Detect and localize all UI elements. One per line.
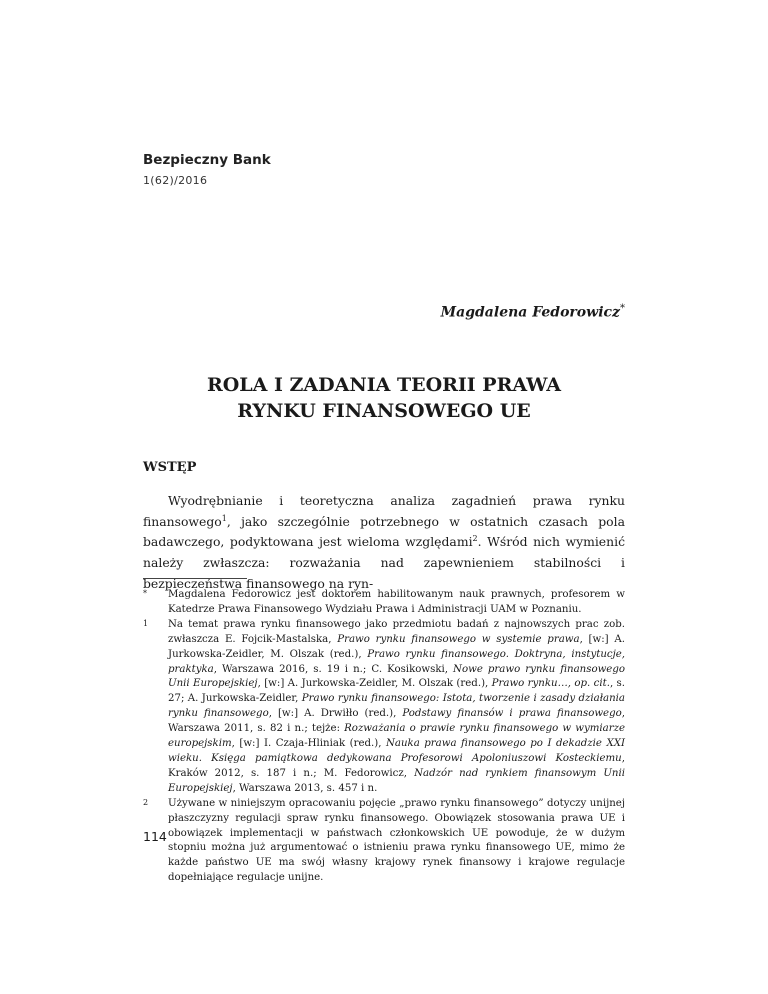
- journal-issue: 1(62)/2016: [143, 174, 208, 187]
- footnote-author: [143, 588, 625, 618]
- title-line-1: ROLA I ZADANIA TEORII PRAWA: [206, 374, 562, 396]
- cited-title: Podstawy finansów i prawa finansowego: [402, 708, 622, 720]
- section-heading: WSTĘP: [143, 460, 197, 475]
- text-run: , Warszawa 2016, s. 19 i n.; C. Kosikowski,: [213, 663, 454, 675]
- footnote-text: Używane w niniejszym opracowaniu pojęcie „prawo rynku finansowego” dotyczy unijnej płaszczyzny regulacji spraw rynku finansowego. Obowiązek stosowania prawa UE i obowiązek implementacji w państwach członkowskich UE powoduje, że w dużym stopniu można już argumentować o istnieniu prawa rynku finansowego UE, mimo że każde państwo UE ma swój własny krajowy rynek finansowy i krajowe regulacje dopełniające regulacje unijne.: [168, 797, 625, 884]
- text-run: Na temat prawa rynku finansowego jako przedmiotu badań z najnowszych prac zob. zwłaszcza E. Fojcik-Mastalska,: [168, 618, 625, 645]
- cited-title: Nadzór nad rynkiem finansowym Unii Europejskiej: [168, 767, 625, 794]
- journal-name: Bezpieczny Bank: [143, 152, 271, 168]
- cited-title: Rozważania o prawie rynku finansowego w wymiarze europejskim: [168, 723, 625, 750]
- text-run: Wyodrębnianie i teoretyczna analiza zagadnień prawa rynku finansowego: [143, 493, 625, 529]
- text-run: , [w:] A. Jurkowska-Zeidler, M. Olszak (red.),: [168, 633, 625, 660]
- cited-title: Nauka prawa finansowego po I dekadzie XXI wieku. Księga pamiątkowa dedykowana Profesorowi Apoloniuszowi Kosteckiemu: [168, 738, 625, 764]
- footnote-mark: *: [143, 589, 147, 598]
- text-run: , [w:] A. Jurkowska-Zeidler, M. Olszak (red.),: [257, 678, 492, 690]
- footnote-text: [168, 619, 625, 794]
- cited-title: Prawo rynku finansowego: Istota, tworzenie i zasady działania rynku finansowego: [168, 693, 625, 720]
- text-run: , jako szczególnie potrzebnego w ostatnich czasach pola badawczego, podyktowana jest wieloma względami: [143, 513, 625, 550]
- text-run: , [w:] I. Czaja-Hliniak (red.),: [231, 738, 386, 750]
- footnote-1: [143, 618, 625, 797]
- cited-title: Prawo rynku finansowego. Doktryna, instytucje, praktyka: [168, 648, 626, 675]
- cited-title: Prawo rynku…, op. cit.: [491, 678, 610, 690]
- footnote-2: [143, 797, 625, 886]
- cited-title: Nowe prawo rynku finansowego Unii Europejskiej: [168, 663, 625, 690]
- footnote-separator: [143, 578, 247, 579]
- text-run: , [w:] A. Drwiłło (red.),: [268, 708, 403, 720]
- text-run: , s. 27; A. Jurkowska-Zeidler,: [168, 678, 626, 705]
- footnote-text: Magdalena Fedorowicz jest doktorem habilitowanym nauk prawnych, profesorem w Katedrze Prawa Finansowego Wydziału Prawa i Administracji UAM w Poznaniu.: [168, 589, 625, 615]
- text-run: , Warszawa 2011, s. 82 i n.; tejże:: [168, 708, 625, 735]
- footnote-ref: 1: [221, 513, 227, 523]
- page-number: 114: [143, 829, 167, 844]
- author-line: [441, 303, 625, 321]
- cited-title: Prawo rynku finansowego w systemie prawa: [337, 633, 580, 645]
- text-run: . Wśród nich wymienić należy zwłaszcza: rozważania nad zapewnieniem stabilności i bezpieczeństwa finansowego na ryn-: [143, 534, 626, 591]
- footnote-ref: 2: [472, 534, 478, 544]
- article-title: [143, 372, 625, 424]
- author-name: Magdalena Fedorowicz: [440, 304, 620, 321]
- author-footnote-marker: *: [620, 303, 625, 314]
- text-run: , Warszawa 2013, s. 457 i n.: [232, 782, 378, 794]
- footnote-mark: 1: [143, 618, 149, 628]
- title-line-2: RYNKU FINANSOWEGO UE: [237, 400, 531, 422]
- footnote-mark: 2: [143, 797, 149, 807]
- text-run: , Kraków 2012, s. 187 i n.; M. Fedorowicz,: [168, 752, 625, 779]
- footnotes: [143, 588, 625, 886]
- journal-header: [143, 152, 271, 187]
